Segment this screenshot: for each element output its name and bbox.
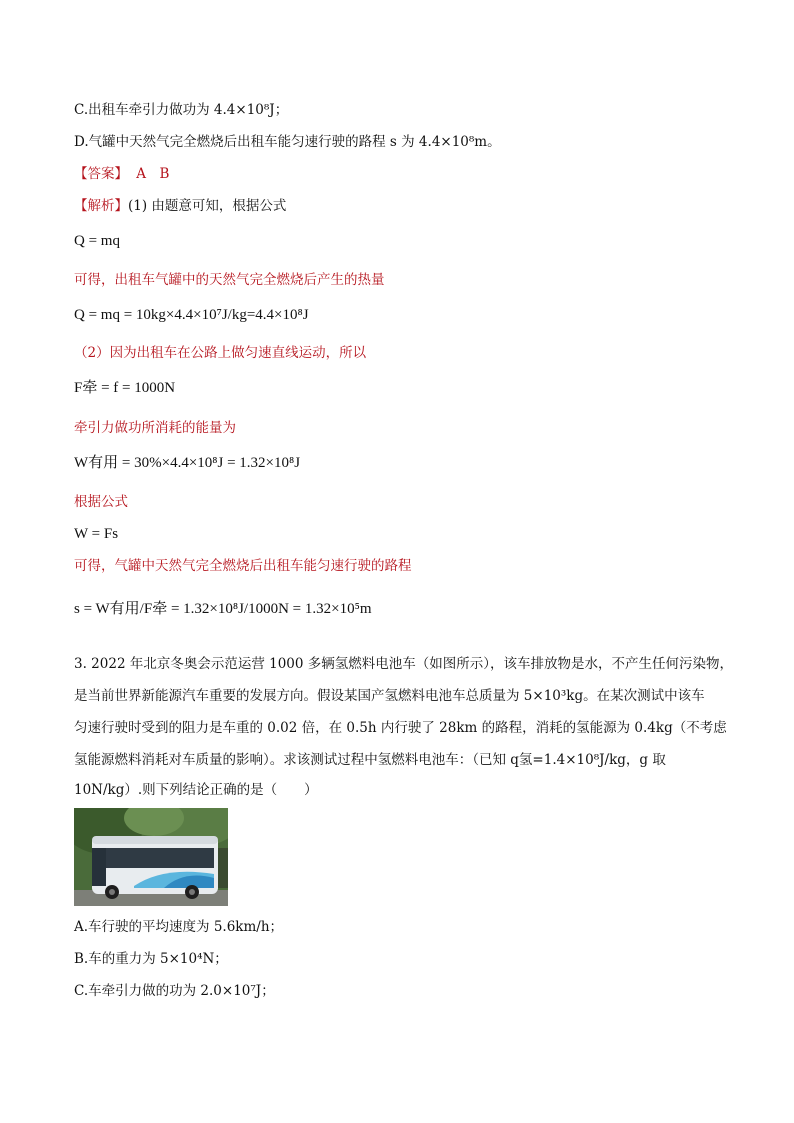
equation-5: W = Fs: [74, 526, 119, 542]
option-a: A.车行驶的平均速度为 5.6km/h；: [74, 919, 284, 935]
analysis-line: [74, 197, 286, 215]
equation-1: Q = mq: [74, 233, 120, 249]
answer-line: [74, 165, 169, 183]
answer-label: 【答案】: [74, 166, 128, 182]
option-d-previous: D.气罐中天然气完全燃烧后出租车能匀速行驶的路程 s 为 4.4×10⁸m。: [74, 134, 501, 150]
option-c: C.车牵引力做的功为 2.0×10⁷J；: [74, 983, 275, 999]
equation-3: F牵 = f = 1000N: [74, 380, 176, 396]
text-formula: 根据公式: [74, 494, 128, 510]
equation-6: s = W有用/F牵 = 1.32×10⁸J/1000N = 1.32×10⁵m: [74, 601, 372, 617]
question-3-line-4: 氢能源燃料消耗对车质量的影响）。求该测试过程中氢燃料电池车：（已知 q氢=1.4×10⁸J/kg，g 取: [74, 752, 666, 768]
bus-photo: [74, 808, 228, 906]
text-heat: 可得，出租车气罐中的天然气完全燃烧后产生的热量: [74, 272, 385, 288]
answer-value: A B: [136, 166, 170, 182]
text-part2: （2）因为出租车在公路上做匀速直线运动，所以: [74, 345, 367, 361]
option-c-previous: C.出租车牵引力做功为 4.4×10⁸J；: [74, 102, 289, 118]
equation-4: W有用 = 30%×4.4×10⁸J = 1.32×10⁸J: [74, 455, 301, 471]
text-distance: 可得，气罐中天然气完全燃烧后出租车能匀速行驶的路程: [74, 558, 412, 574]
analysis-intro: (1) 由题意可知，根据公式: [128, 198, 287, 214]
question-3-line-1: 3. 2022 年北京冬奥会示范运营 1000 多辆氢燃料电池车（如图所示），该车排放物是水，不产生任何污染物，: [74, 656, 734, 672]
question-3-line-3: 匀速行驶时受到的阻力是车重的 0.02 倍，在 0.5h 内行驶了 28km 的路程，消耗的氢能源为 0.4kg（不考虑: [74, 720, 727, 736]
equation-2: Q = mq = 10kg×4.4×10⁷J/kg=4.4×10⁸J: [74, 307, 309, 323]
analysis-label: 【解析】: [74, 198, 128, 214]
text-energy: 牵引力做功所消耗的能量为: [74, 420, 236, 436]
option-b: B.车的重力为 5×10⁴N；: [74, 951, 228, 967]
question-3-line-5: 10N/kg）.则下列结论正确的是（ ）: [74, 782, 318, 798]
question-3-line-2: 是当前世界新能源汽车重要的发展方向。假设某国产氢燃料电池车总质量为 5×10³kg。在某次测试中该车: [74, 688, 705, 704]
